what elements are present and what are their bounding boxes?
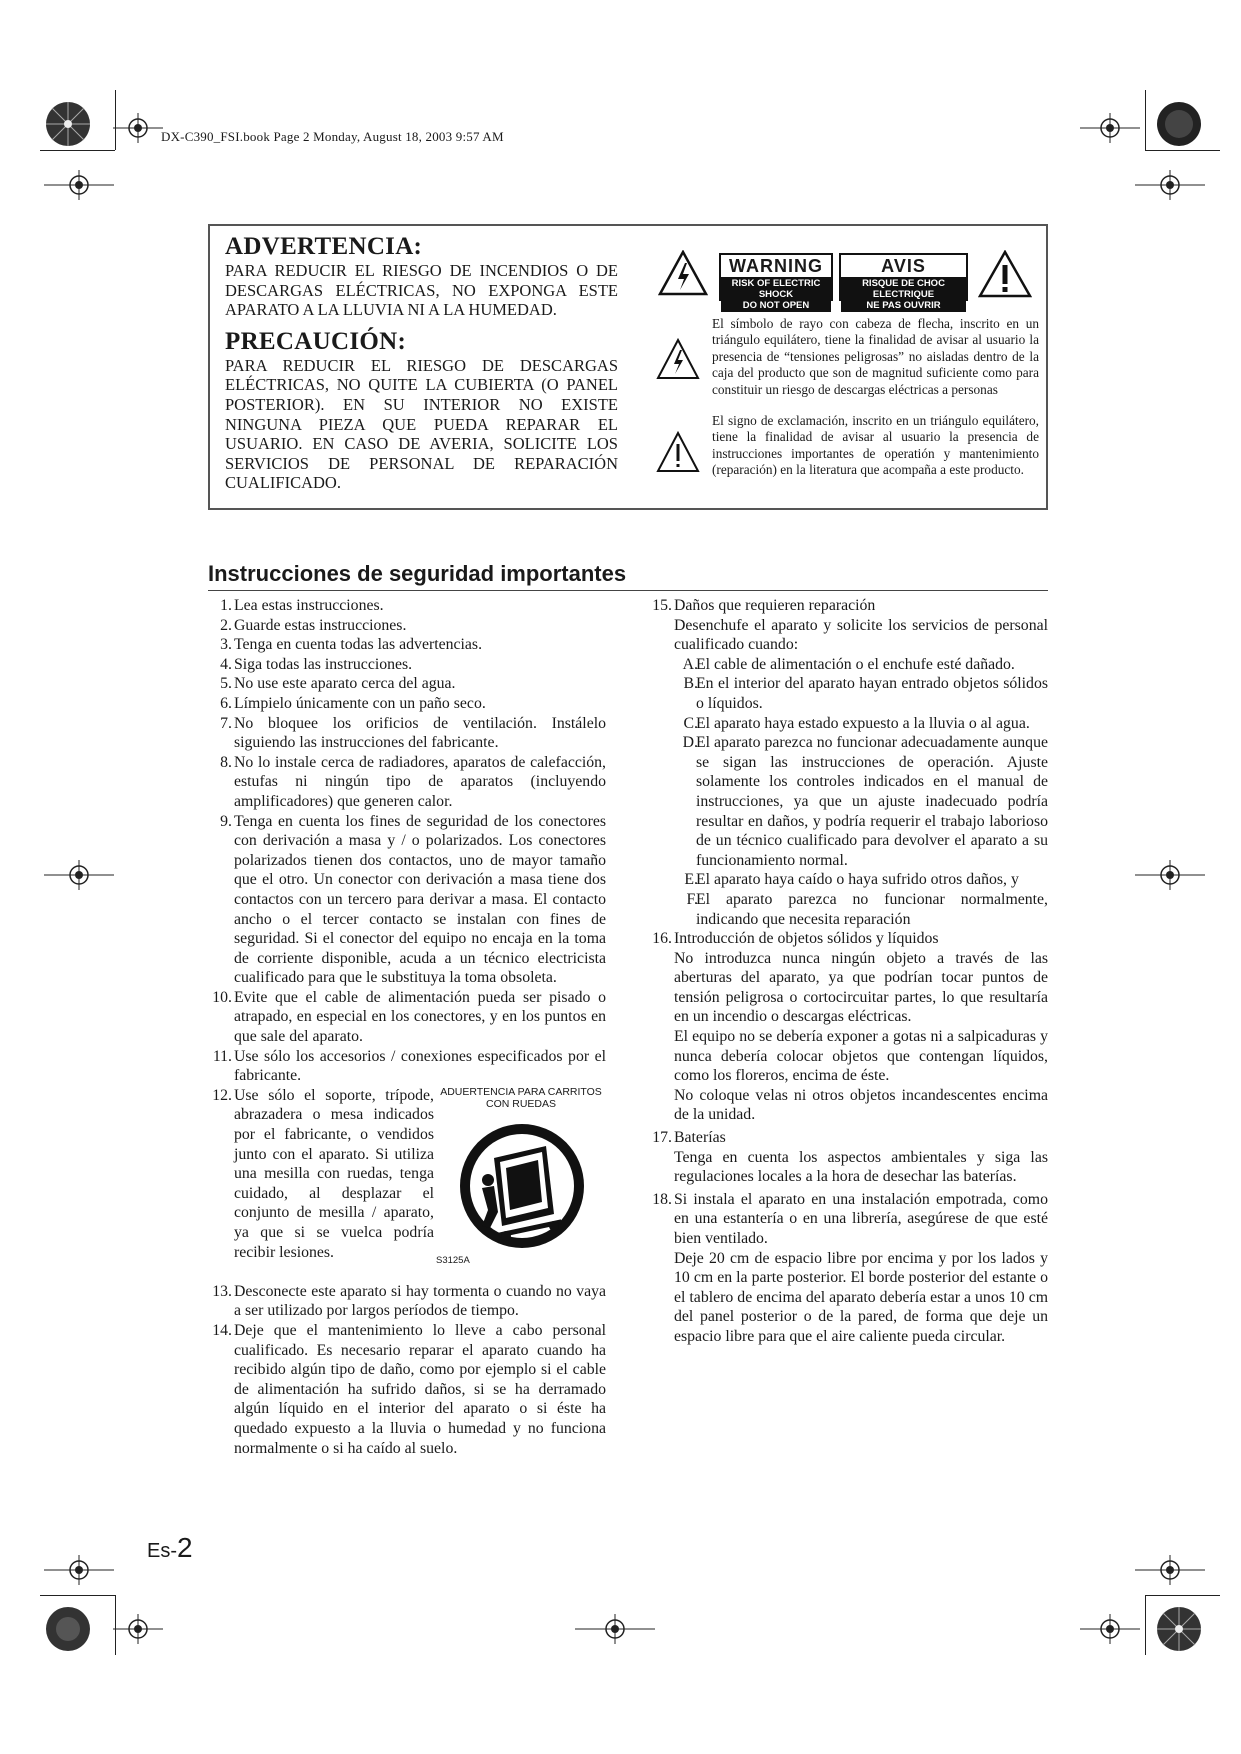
warning-left-column — [225, 233, 618, 493]
sub-item-text: El aparato haya estado expuesto a la lluvia o al agua. — [696, 714, 1030, 732]
list-item-text: Guarde estas instrucciones. — [234, 616, 407, 634]
item16-paragraph: No introduzca nunca ningún objeto a través de las aberturas del aparato, ya que podrían tocar puntos de tensión peligrosa o cortocircuitar partes, lo que resultaría en un incendio o descargas eléctricas. — [674, 949, 1048, 1026]
sub-item-text: En el interior del aparato hayan entrado objetos sólidos o líquidos. — [696, 675, 1048, 712]
list-item: 10. Evite que el cable de alimentación pueda ser pisado o atrapado, en especial en los conectores, y en los puntos en que sale del aparato. — [212, 988, 606, 1046]
sub-item-text: El aparato parezca no funcionar normalmente, indicando que necesita reparación — [696, 890, 1048, 928]
list-item: 4. Siga todas las instrucciones. — [208, 655, 606, 675]
list-item: 15. Daños que requieren reparación Desenchufe el aparato y solicite los servicios de personal cualificado cuando: A. El cable de alimentación o el enchufe esté dañado. B. En el interior del aparato hayan entrado objetos sólidos o líquidos. C. El aparato haya estado expuesto a la lluvia o al agua. D. El aparato parezca no funcionar adecuadamente aunque se sigan las instrucciones de operación. Ajuste solamente los controles indicados en el manual de instrucciones, ya que un ajuste inadecuado podría resultar en daños, y podría requerir el trabajo laborioso de un técnico cualificado para devolver el aparato a su funcionamiento normal. E. El aparato haya caído o haya sufrido otros daños, y F. El aparato parezca no funcionar normalmente, indicando que necesita reparación — [652, 597, 1048, 928]
item15-title: Daños que requieren reparación — [674, 597, 876, 614]
list-item: 9. Tenga en cuenta los fines de seguridad de los conectores con derivación a masa y / o polarizados. Los conectores polarizados tienen dos contactos, uno de mayor tamaño que el otro. Un conector con derivación a masa tiene dos contactos con un tercero para derivar a masa. El contacto ancho o el tercer contacto se instalan con fines de seguridad. Si el conector del equipo no encaja en la toma de corriente disponible, acuda a un técnico electricista cualificado para que le substituya la toma obsoleta. — [220, 812, 606, 987]
advertencia-text: PARA REDUCIR EL RIESGO DE INCENDIOS O DE DESCARGAS ELÉCTRICAS, NO EXPONGA ESTE APARATO A LA LLUVIA NI A LA HUMEDAD. — [225, 261, 618, 320]
list-item-text: Siga todas las instrucciones. — [234, 655, 413, 673]
registration-mark-icon — [44, 170, 114, 200]
registration-mark-icon — [113, 1614, 163, 1644]
list-item-text: No bloquee los orificios de ventilación. Instálelo siguiendo las instrucciones del fabricante. — [234, 714, 606, 752]
color-wheel-icon — [44, 1605, 92, 1653]
lightning-triangle-icon — [658, 250, 708, 296]
cart-code: S3125A — [436, 1255, 470, 1267]
list-item-text: Use sólo los accesorios / conexiones especificados por el fabricante. — [234, 1047, 606, 1085]
section-title: Instrucciones de seguridad importantes — [208, 561, 627, 586]
warning-label-sub: RISK OF ELECTRIC SHOCK DO NOT OPEN — [721, 277, 831, 312]
list-item: 11. Use sólo los accesorios / conexiones especificados por el fabricante. — [212, 1047, 606, 1085]
file-info-header: DX-C390_FSI.book Page 2 Monday, August 18, 2003 9:57 AM — [161, 129, 504, 144]
list-item: 18. Si instala el aparato en una instalación empotrada, como en una estantería o en una librería, asegúrese de que esté bien ventilado. Deje 20 cm de espacio libre por encima y por los lados y 10 cm en la parte posterior. El borde posterior del estante o el tablero de encima del aparato debería estar a unos 10 cm del panel posterior o de la pared, de forma que deje un espacio libre para que el aire caliente pueda circular. — [652, 1190, 1048, 1345]
list-item: 7. No bloquee los orificios de ventilación. Instálelo siguiendo las instrucciones del fabricante. — [220, 714, 606, 752]
precaucion-title: PRECAUCIÓN: — [225, 327, 407, 355]
avis-label-sub: RISQUE DE CHOC ELECTRIQUE NE PAS OUVRIR — [841, 277, 966, 312]
list-item-text: Lea estas instrucciones. — [234, 597, 384, 614]
registration-mark-icon — [1135, 860, 1205, 890]
list-item-text: Límpielo únicamente con un paño seco. — [234, 694, 486, 712]
registration-mark-icon — [44, 1555, 114, 1585]
sub-item: C. El aparato haya estado expuesto a la lluvia o al agua. — [674, 714, 1048, 734]
list-item-text: Tenga en cuenta todas las advertencias. — [234, 636, 483, 654]
section-divider — [208, 590, 1048, 591]
list-item: 6. Límpielo únicamente con un paño seco. — [208, 694, 606, 714]
exclamation-triangle-icon — [978, 250, 1032, 298]
registration-mark-icon — [44, 860, 114, 890]
page-number: Es-2 — [147, 1532, 193, 1563]
warning-label — [719, 253, 833, 311]
exclamation-triangle-icon — [656, 431, 700, 473]
tipping-cart-icon — [436, 1110, 606, 1260]
sub-item: F. El aparato parezca no funcionar normalmente, indicando que necesita reparación — [686, 890, 1048, 928]
color-wheel-icon — [1155, 1605, 1203, 1653]
list-item: 3. Tenga en cuenta todas las advertencias. — [208, 635, 606, 655]
item17-paragraph: Tenga en cuenta los aspectos ambientales y siga las regulaciones locales a la hora de desechar las baterías. — [674, 1148, 1048, 1186]
list-item: 14. Deje que el mantenimiento lo lleve a cabo personal cualificado. Es necesario reparar el aparato cuando ha recibido algún tipo de daño, como por ejemplo si el cable de alimentación ha sufrido daños, si se ha derramado algún líquido en el interior del aparato o si éste ha quedado expuesto a la lluvia o humedad y no funciona normalmente o si ha caído al suelo. — [212, 1322, 606, 1457]
registration-mark-icon — [1135, 170, 1205, 200]
warning-box — [208, 224, 1048, 510]
right-column — [648, 596, 1048, 1347]
exclamation-explanation: El signo de exclamación, inscrito en un triángulo equilátero, tiene la finalidad de avisar al usuario la presencia de instrucciones importantes de operatión y mantenimiento (reparación) en la literatura que acompaña a este producto. — [712, 413, 1039, 478]
lightning-triangle-icon — [656, 338, 700, 380]
cart-caption: ADUERTENCIA PARA CARRITOS CON RUEDAS — [440, 1085, 602, 1110]
list-item: 8. No lo instale cerca de radiadores, aparatos de calefacción, estufas ni ningún tipo de aparatos (incluyendo amplificadores) que generen calor. — [220, 753, 606, 810]
left-column — [208, 596, 606, 1458]
item15-intro: Desenchufe el aparato y solicite los servicios de personal cualificado cuando: — [674, 616, 1048, 654]
list-item-text: Tenga en cuenta los fines de seguridad de los conectores con derivación a masa y / o polarizados. Los conectores polarizados tienen dos contactos, uno de mayor tamaño que el otro. Un conector con derivación a masa tiene dos contactos con un tercero para derivar a masa. El contacto ancho o el tercer contacto se instalan con fines de seguridad. Si el conector del equipo no encaja en la toma de corriente disponible, acuda a un técnico electricista cualificado para que le substituya la toma obsoleta. — [234, 812, 606, 987]
item17-title: Baterías — [674, 1129, 726, 1147]
sub-item-text: El aparato parezca no funcionar adecuadamente aunque se sigan las instrucciones de operación. Ajuste solamente los controles indicados en el manual de instrucciones, ya que un ajuste inadecuado podría resultar en daños, y podría requerir el trabajo laborioso de un técnico cualificado para devolver el aparato a su funcionamiento normal. — [696, 734, 1048, 869]
advertencia-title: ADVERTENCIA: — [225, 233, 423, 260]
color-wheel-icon — [1155, 100, 1203, 148]
sub-item-text: El aparato haya caído o haya sufrido otros daños, y — [696, 871, 1019, 889]
item12-text: Use sólo el soporte, trípode, abrazadera o mesa indicados por el fabricante, o vendidos junto con el aparato. Si utiliza una mesilla con ruedas, tenga cuidado, al desplazar el conjunto de mesilla / aparato, ya que si se vuelca podría recibir lesiones. — [234, 1086, 434, 1261]
registration-mark-icon — [113, 113, 163, 143]
sub-item: B. En el interior del aparato hayan entrado objetos sólidos o líquidos. — [683, 675, 1048, 712]
precaucion-text: PARA REDUCIR EL RIESGO DE DESCARGAS ELÉCTRICAS, NO QUITE LA CUBIERTA (O PANEL POSTERIOR). EN SU INTERIOR NO EXISTE NINGUNA PIEZA QUE PUEDA REPARAR EL USUARIO. EN CASO DE AVERIA, SOLICITE LOS SERVICIOS DE PERSONAL DE REPARACIÓN CUALIFICADO. — [225, 355, 618, 493]
list-item-text: No use este aparato cerca del agua. — [234, 675, 456, 693]
list-item: 13. Desconecte este aparato si hay tormenta o cuando no vaya a ser utilizado por largos períodos de tiempo. — [212, 1282, 606, 1320]
registration-mark-icon — [575, 1614, 655, 1644]
item18-paragraph: Deje 20 cm de espacio libre por encima y por los lados y 10 cm en la parte posterior. El borde posterior del estante o el tablero de encima del aparato debería estar a unos 10 cm del panel posterior o de la pared, de forma que deje un espacio libre para que el aire caliente pueda circular. — [674, 1249, 1048, 1345]
list-item: 12. Use sólo el soporte, trípode, abrazadera o mesa indicados por el fabricante, o vendidos junto con el aparato. Si utiliza una mesilla con ruedas, tenga cuidado, al desplazar el conjunto de mesilla / aparato, ya que si se vuelca podría recibir lesiones. ADUERTENCIA PARA CARRITOS CON RUEDAS S3125A — [208, 1086, 606, 1282]
list-item: 16. Introducción de objetos sólidos y líquidos No introduzca nunca ningún objeto a través de las aberturas del aparato, ya que podrían tocar puntos de tensión peligrosa o cortocircuitar partes, lo que resultaría en un incendio o descargas eléctricas. El equipo no se debería exponer a gotas ni a salpicaduras y nunca debería colocar objetos que contengan líquidos, como los floreros, encima de éste. No coloque velas ni otros objetos incandescentes encima de la unidad. — [652, 930, 1048, 1124]
list-item: 2. Guarde estas instrucciones. — [208, 616, 606, 636]
item16-title: Introducción de objetos sólidos y líquidos — [674, 930, 939, 948]
color-wheel-icon — [44, 100, 92, 148]
list-item-text: No lo instale cerca de radiadores, aparatos de calefacción, estufas ni ningún tipo de aparatos (incluyendo amplificadores) que generen calor. — [234, 753, 606, 810]
warning-label-title: WARNING — [729, 256, 823, 276]
list-item: 1. Lea estas instrucciones. — [208, 596, 606, 616]
lightning-explanation: El símbolo de rayo con cabeza de flecha, inscrito en un triángulo equilátero, tiene la finalidad de avisar al usuario la presencia de “tensiones peligrosas” no aisladas dentro de la caja del producto que son de magnitud suficiente como para constituir un riesgo de descargas eléctricas a personas — [712, 316, 1039, 397]
list-item-text: Deje que el mantenimiento lo lleve a cabo personal cualificado. Es necesario reparar el aparato cuando ha recibido algún tipo de daño, como por ejemplo si el cable de alimentación ha sufrido daños, si se ha derramado algún líquido en el interior del aparato o si éste ha quedado expuesto a la lluvia o humedad y no funciona normalmente o si ha caído al suelo. — [234, 1322, 606, 1457]
list-item-text: Desconecte este aparato si hay tormenta o cuando no vaya a ser utilizado por largos períodos de tiempo. — [234, 1282, 606, 1320]
item16-paragraph: No coloque velas ni otros objetos incandescentes encima de la unidad. — [674, 1086, 1048, 1124]
list-item: 17. Baterías Tenga en cuenta los aspectos ambientales y siga las regulaciones locales a la hora de desechar las baterías. — [652, 1129, 1048, 1186]
cart-warning-figure — [436, 1086, 606, 1271]
sub-item: A. El cable de alimentación o el enchufe esté dañado. — [674, 655, 1048, 675]
list-item: 5. No use este aparato cerca del agua. — [208, 674, 606, 694]
item16-paragraph: El equipo no se debería exponer a gotas ni a salpicaduras y nunca debería colocar objetos que contengan líquidos, como los floreros, encima de éste. — [674, 1028, 1048, 1085]
registration-mark-icon — [1080, 113, 1140, 143]
sub-item: D. El aparato parezca no funcionar adecuadamente aunque se sigan las instrucciones de operación. Ajuste solamente los controles indicados en el manual de instrucciones, ya que un ajuste inadecuado podría resultar en daños, y podría requerir el trabajo laborioso de un técnico cualificado para devolver el aparato a su funcionamiento normal. — [682, 734, 1048, 869]
item18-title: Si instala el aparato en una instalación empotrada, como en una estantería o en una librería, asegúrese de que esté bien ventilado. — [674, 1190, 1048, 1247]
registration-mark-icon — [1080, 1614, 1140, 1644]
sub-item-text: El cable de alimentación o el enchufe esté dañado. — [696, 655, 1015, 673]
avis-label — [839, 253, 968, 311]
list-item-text: Evite que el cable de alimentación pueda ser pisado o atrapado, en especial en los conectores, y en los puntos en que sale del aparato. — [234, 988, 606, 1046]
sub-item: E. El aparato haya caído o haya sufrido otros daños, y — [674, 870, 1048, 890]
registration-mark-icon — [1135, 1555, 1205, 1585]
avis-label-title: AVIS — [881, 256, 926, 276]
